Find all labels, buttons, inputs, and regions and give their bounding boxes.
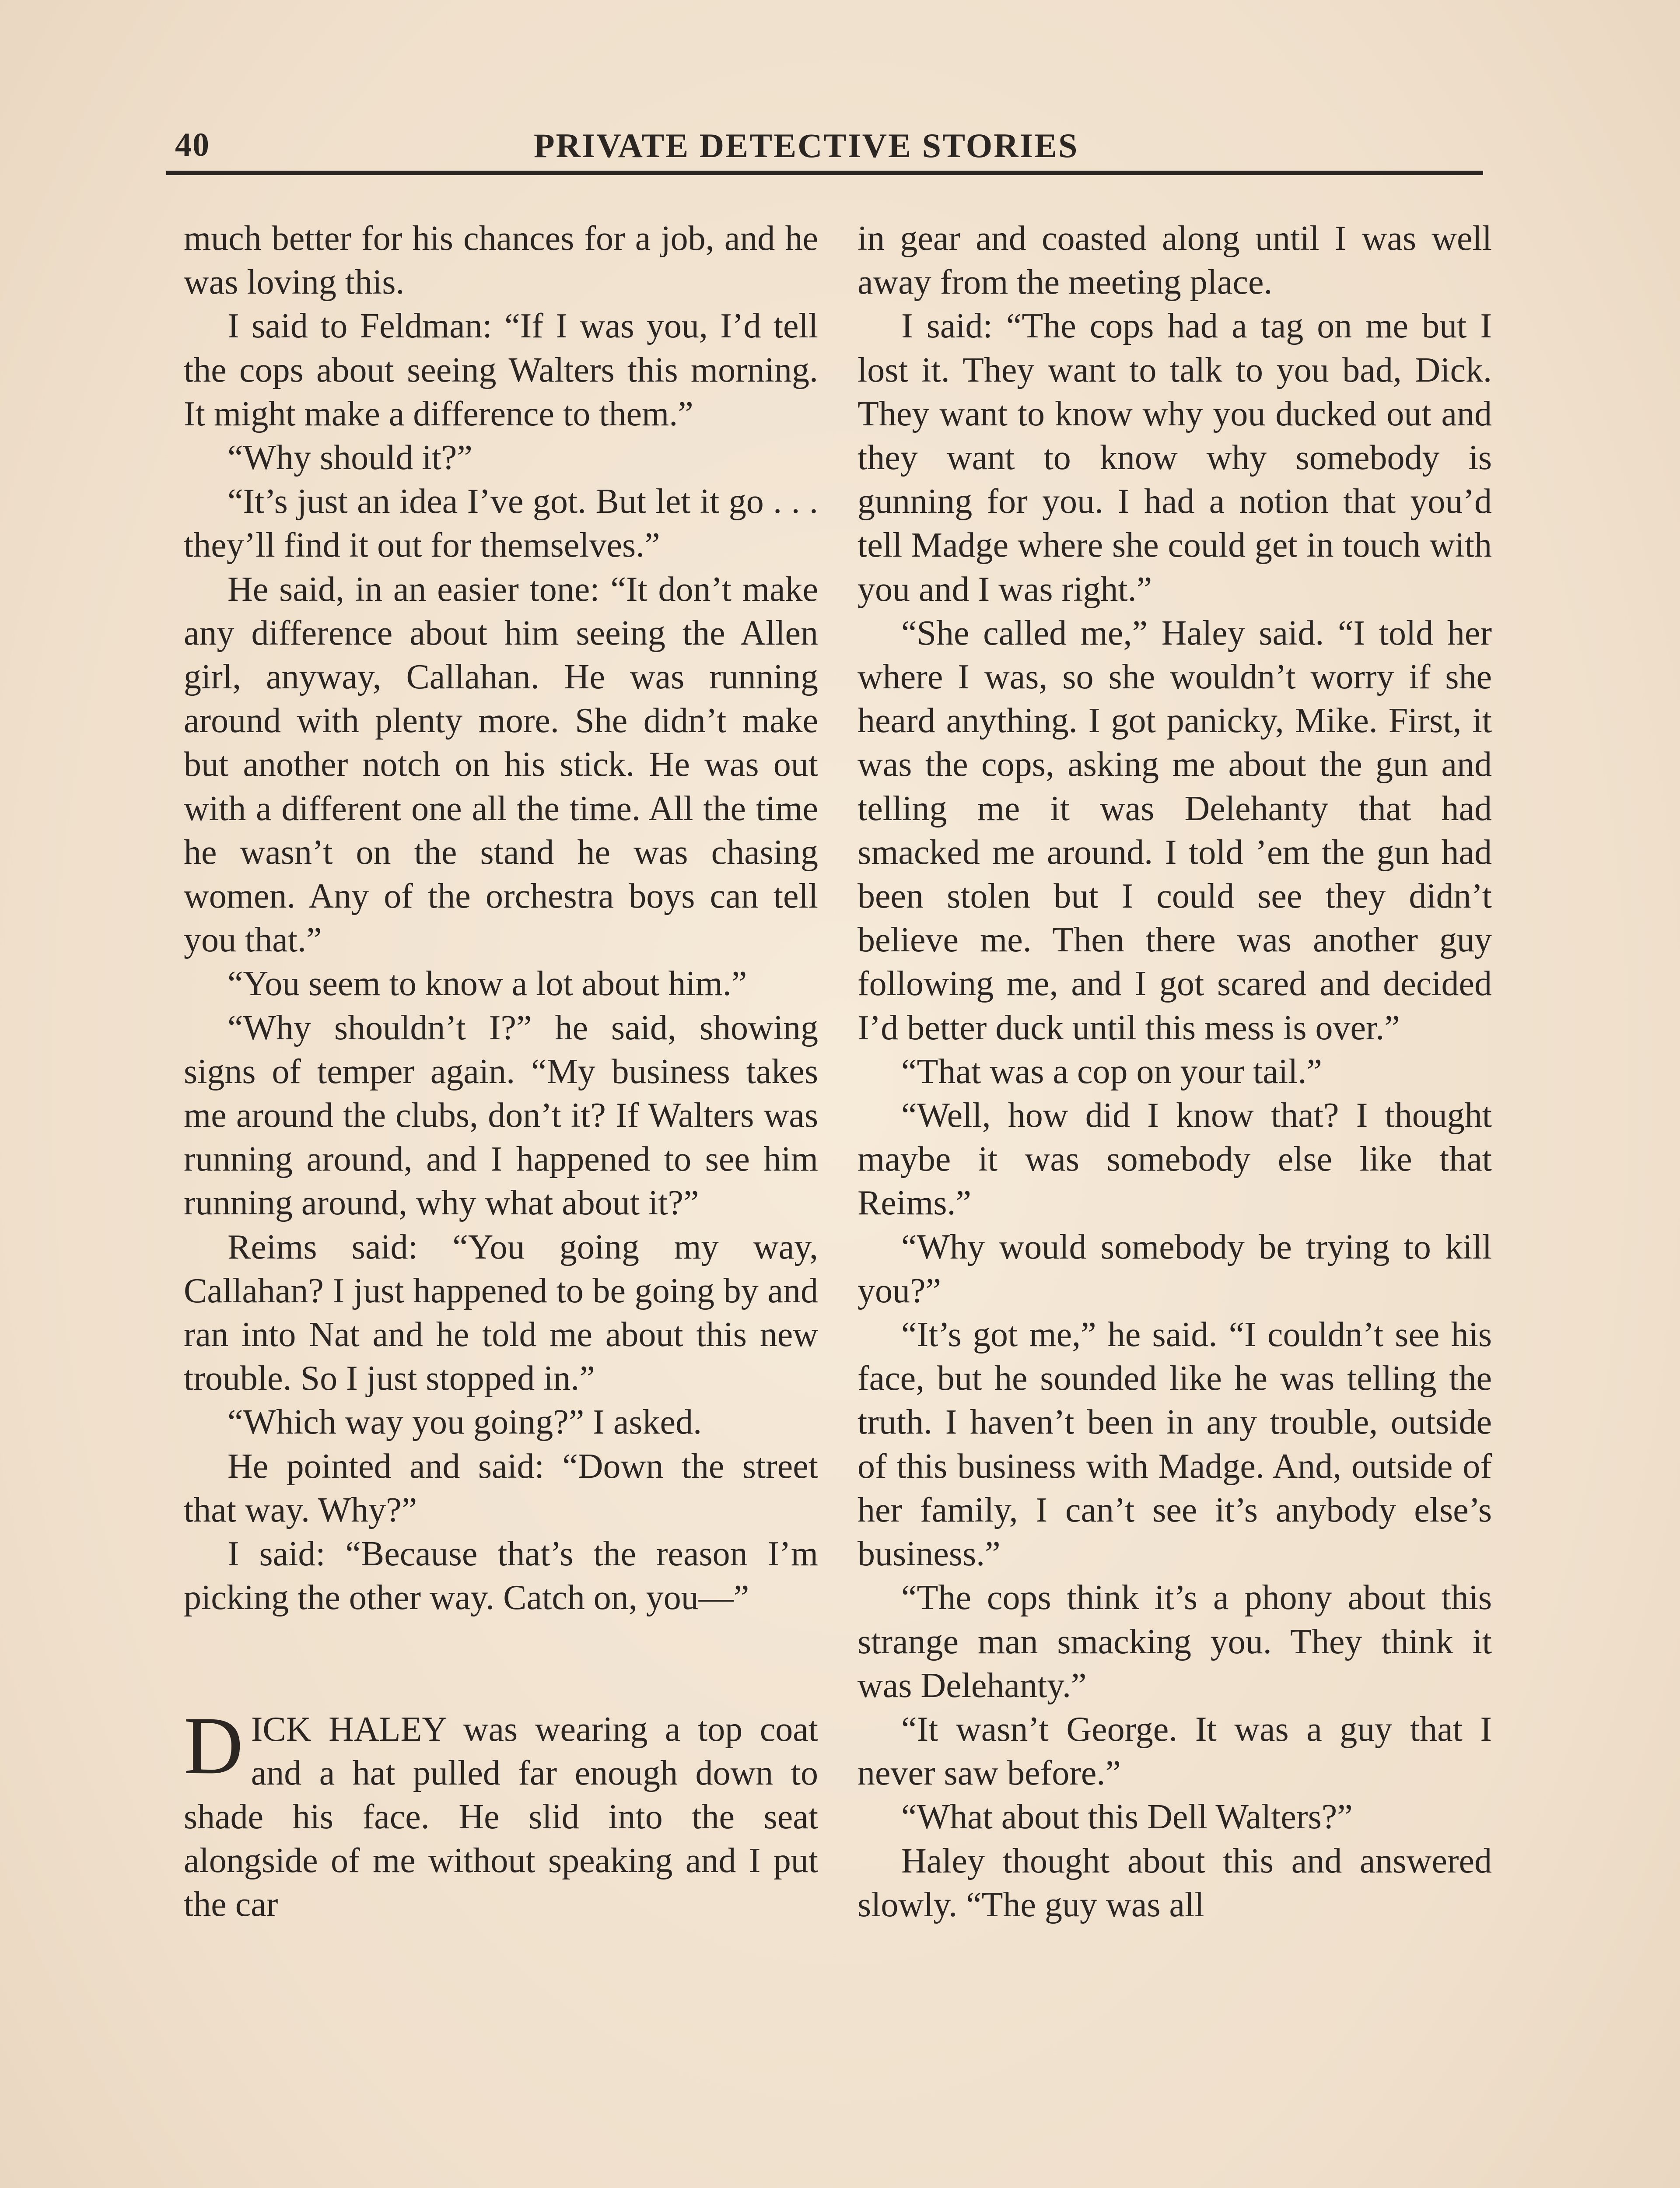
paragraph: “Why should it?” xyxy=(228,438,472,477)
paragraph: “What about this Dell Walters?” xyxy=(901,1798,1353,1837)
section-opening-paragraph xyxy=(184,1699,818,1927)
paragraph: “She called me,” Haley said. “I told her where I was, so she wouldn’t worry if she heard anything. I got panicky, Mike. First, it was the cops, asking me about the gun and telling me it was Delehanty that had smacked me around. I told ’em the gun had been stolen but I could see they didn’t believe me. Then there was another guy following me, and I got scared and decided I’d better duck until this mess is over.” xyxy=(858,614,1492,1047)
section-opening-text: ICK HALEY was wearing a top coat and a hat pulled far enough down to shade his face. He slid into the seat alongside of me without speaking and I put the car xyxy=(184,1710,818,1924)
paragraph: “It’s got me,” he said. “I couldn’t see his face, but he sounded like he was telling the truth. I haven’t been in any trouble, outside of this business with Madge. And, outside of her family, I can’t see it’s anybody else’s business.” xyxy=(858,1315,1492,1574)
running-head: PRIVATE DETECTIVE STORIES xyxy=(534,126,1079,165)
paragraph: “You seem to know a lot about him.” xyxy=(228,964,747,1003)
paragraph: I said: “Because that’s the reason I’m picking the other way. Catch on, you—” xyxy=(184,1535,818,1617)
paragraph: Reims said: “You going my way, Callahan? I just happened to be going by and ran into Nat and he told me about this new trouble. So I just stopped in.” xyxy=(184,1227,818,1398)
paragraph: I said to Feldman: “If I was you, I’d tell the cops about seeing Walters this morning. It might make a difference to them.” xyxy=(184,307,818,433)
drop-cap: D xyxy=(184,1699,243,1791)
paragraph: He said, in an easier tone: “It don’t make any difference about him seeing the Allen girl, anyway, Callahan. He was running around with plenty more. She didn’t make but another notch on his stick. He was out with a different one all the time. All the time he wasn’t on the stand he was chasing women. Any of the orchestra boys can tell you that.” xyxy=(184,570,818,960)
left-column xyxy=(184,217,818,1927)
paragraph: “Why shouldn’t I?” he said, showing signs of temper again. “My business takes me around the clubs, don’t it? If Walters was running around, and I happened to see him running around, why what about it?” xyxy=(184,1008,818,1223)
page-header xyxy=(175,117,1479,170)
paragraph: in gear and coasted along until I was well away from the meeting place. xyxy=(858,219,1492,302)
right-column xyxy=(858,217,1492,1927)
header-rule xyxy=(166,171,1483,175)
paragraph: “Well, how did I know that? I thought maybe it was somebody else like that Reims.” xyxy=(858,1096,1492,1223)
paragraph: “Which way you going?” I asked. xyxy=(228,1403,702,1442)
paragraph: He pointed and said: “Down the street that way. Why?” xyxy=(184,1447,818,1529)
paragraph: “It wasn’t George. It was a guy that I never saw before.” xyxy=(858,1710,1492,1793)
page-number: 40 xyxy=(175,126,210,163)
paragraph: I said: “The cops had a tag on me but I lost it. They want to talk to you bad, Dick. They want to know why you ducked out and they want to know why somebody is gunning for you. I had a notion that you’d tell Madge where she could get in touch with you and I was right.” xyxy=(858,307,1492,609)
paragraph: “That was a cop on your tail.” xyxy=(901,1052,1322,1091)
paragraph: much better for his chances for a job, and he was loving this. xyxy=(184,219,818,302)
section-break xyxy=(184,1620,818,1708)
paragraph: “It’s just an idea I’ve got. But let it go . . . they’ll find it out for themselves.” xyxy=(184,482,818,565)
paragraph: “Why would somebody be trying to kill you?” xyxy=(858,1227,1492,1310)
paragraph: “The cops think it’s a phony about this strange man smacking you. They think it was Delehanty.” xyxy=(858,1578,1492,1705)
paragraph: Haley thought about this and answered slowly. “The guy was all xyxy=(858,1841,1492,1924)
